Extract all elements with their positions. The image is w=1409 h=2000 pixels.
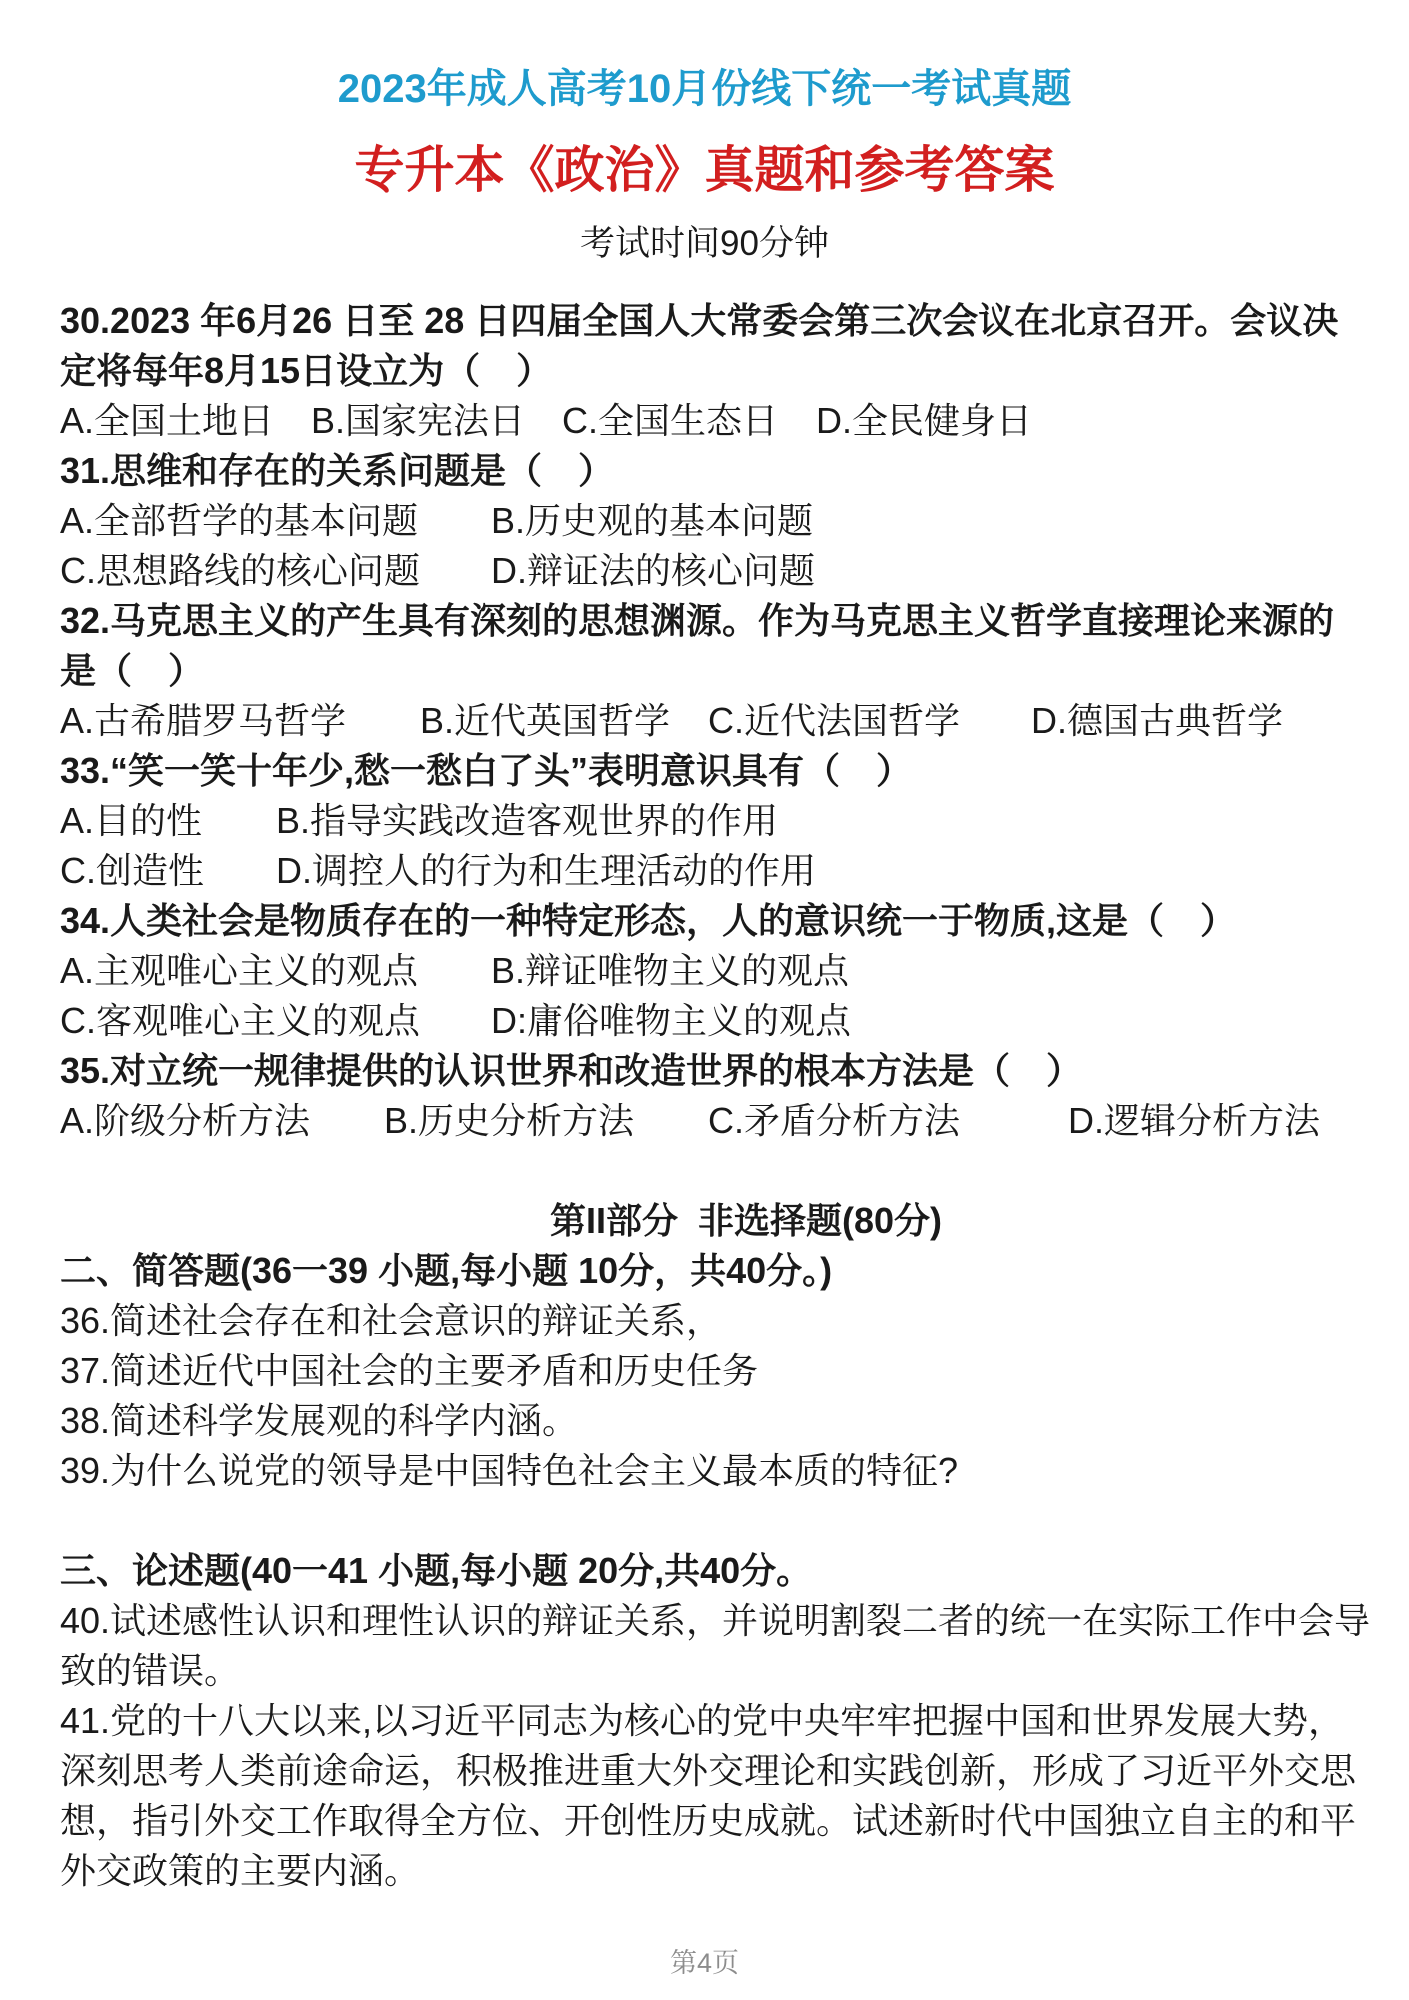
option-c: C.创造性 <box>60 850 205 891</box>
question-31-option-row <box>60 546 1370 596</box>
question-34 <box>60 896 1370 1046</box>
question-36: 36.简述社会存在和社会意识的辩证关系， <box>60 1300 723 1341</box>
option-b: B.历史观的基本问题 <box>491 500 814 541</box>
paper-subtitle: 专升本《政治》真题和参考答案 <box>354 142 1055 198</box>
question-31 <box>60 446 1370 596</box>
option-a: A.阶级分析方法 <box>60 1100 311 1141</box>
question-35-stem-line: 35.对立统一规律提供的认识世界和改造世界的根本方法是（ ） <box>60 1050 1083 1091</box>
question-40 <box>60 1596 1370 1696</box>
option-b: B.历史分析方法 <box>384 1100 635 1141</box>
question-40-line: 致的错误。 <box>60 1650 241 1691</box>
option-d: D.调控人的行为和生理活动的作用 <box>276 850 817 891</box>
option-b: B.近代英国哲学 <box>420 700 671 741</box>
page-number: 第4页 <box>669 1948 740 1978</box>
option-a: A.古希腊罗马哲学 <box>60 700 347 741</box>
question-34-option-row <box>60 996 1370 1046</box>
question-41-line: 41.党的十八大以来,以习近平同志为核心的党中央牢牢把握中国和世界发展大势， <box>60 1700 1345 1741</box>
question-32-stem-line: 32.马克思主义的产生具有深刻的思想渊源。作为马克思主义哲学直接理论来源的 <box>60 600 1335 641</box>
essay-heading: 三、论述题(40一41 小题,每小题 20分,共40分。 <box>60 1550 813 1591</box>
spacer <box>60 1146 1370 1196</box>
part-2-heading: 第II部分 非选择题(80分) <box>550 1200 943 1241</box>
question-33-option-row <box>60 796 1370 846</box>
option-c: C.全国生态日 <box>562 400 779 441</box>
spacer <box>60 1496 1370 1546</box>
question-32-option-row <box>60 696 1370 746</box>
question-41-line: 想，指引外交工作取得全方位、开创性历史成就。试述新时代中国独立自主的和平 <box>60 1800 1357 1841</box>
exam-duration: 考试时间90分钟 <box>580 224 829 263</box>
question-34-option-row <box>60 946 1370 996</box>
question-30 <box>60 296 1370 446</box>
question-41-line: 深刻思考人类前途命运，积极推进重大外交理论和实践创新，形成了习近平外交思 <box>60 1750 1357 1791</box>
question-35-option-row <box>60 1096 1370 1146</box>
option-a: A.全国土地日 <box>60 400 275 441</box>
option-c: C.矛盾分析方法 <box>708 1100 961 1141</box>
question-41-line: 外交政策的主要内涵。 <box>60 1850 421 1891</box>
exam-title: 2023年成人高考10月份线下统一考试真题 <box>337 67 1072 111</box>
question-38: 38.简述科学发展观的科学内涵。 <box>60 1400 579 1441</box>
question-33-stem-line: 33.“笑一笑十年少,愁一愁白了头”表明意识具有（ ） <box>60 750 913 791</box>
question-30-option-row <box>60 396 1370 446</box>
option-a: A.主观唯心主义的观点 <box>60 950 419 991</box>
option-a: A.全部哲学的基本问题 <box>60 500 419 541</box>
question-41 <box>60 1696 1370 1896</box>
question-31-option-row <box>60 496 1370 546</box>
question-32 <box>60 596 1370 746</box>
question-32-stem-line: 是（ ） <box>60 650 205 691</box>
question-31-stem-line: 31.思维和存在的关系问题是（ ） <box>60 450 615 491</box>
question-30-stem-line: 30.2023 年6月26 日至 28 日四届全国人大常委会第三次会议在北京召开。会议决 <box>60 300 1339 341</box>
question-33-option-row <box>60 846 1370 896</box>
option-d: D.德国古典哲学 <box>1031 700 1284 741</box>
option-d: D.辩证法的核心问题 <box>491 550 816 591</box>
question-30-stem-line: 定将每年8月15日设立为（ ） <box>60 350 553 391</box>
question-list <box>60 296 1370 1896</box>
question-34-stem-line: 34.人类社会是物质存在的一种特定形态，人的意识统一于物质,这是（ ） <box>60 900 1237 941</box>
question-39: 39.为什么说党的领导是中国特色社会主义最本质的特征? <box>60 1450 959 1491</box>
option-b: B.国家宪法日 <box>311 400 526 441</box>
option-c: C.客观唯心主义的观点 <box>60 1000 421 1041</box>
option-d: D.逻辑分析方法 <box>1068 1100 1321 1141</box>
option-d: D:庸俗唯物主义的观点 <box>491 1000 852 1041</box>
option-c: C.思想路线的核心问题 <box>60 550 421 591</box>
question-40-line: 40.试述感性认识和理性认识的辩证关系，并说明割裂二者的统一在实际工作中会导 <box>60 1600 1370 1641</box>
question-33 <box>60 746 1370 896</box>
question-37: 37.简述近代中国社会的主要矛盾和历史任务 <box>60 1350 759 1391</box>
option-b: B.指导实践改造客观世界的作用 <box>276 800 779 841</box>
short-answer-section <box>60 1246 1370 1496</box>
question-35 <box>60 1046 1370 1146</box>
short-answer-heading: 二、简答题(36一39 小题,每小题 10分，共40分。) <box>60 1250 833 1291</box>
option-d: D.全民健身日 <box>816 400 1033 441</box>
option-c: C.近代法国哲学 <box>708 700 961 741</box>
option-b: B.辩证唯物主义的观点 <box>491 950 850 991</box>
option-a: A.目的性 <box>60 800 203 841</box>
essay-section <box>60 1546 1370 1896</box>
